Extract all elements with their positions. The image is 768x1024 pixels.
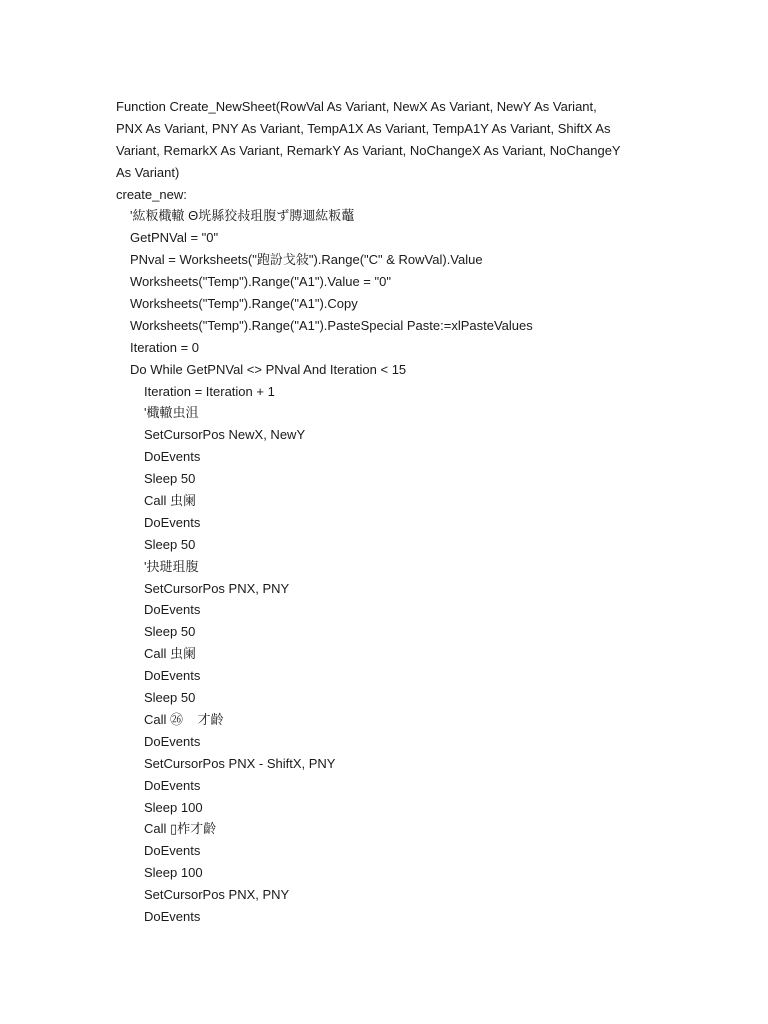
code-line-loop-start: Do While GetPNVal <> PNval And Iteration < 15 xyxy=(130,361,407,377)
code-line-signature-1: Function Create_NewSheet(RowVal As Variant, NewX As Variant, NewY As Variant, xyxy=(116,99,597,114)
code-line: Call ▯柞才齡 xyxy=(144,821,217,837)
code-line: Iteration = Iteration + 1 xyxy=(144,383,275,399)
code-line: DoEvents xyxy=(144,777,201,793)
code-line-signature-3: Variant, RemarkX As Variant, RemarkY As Variant, NoChangeX As Variant, NoChangeY xyxy=(116,142,621,158)
code-line: Sleep 50 xyxy=(144,690,196,706)
code-line: Sleep 50 xyxy=(144,624,196,640)
code-line: PNval = Worksheets("跑訜戈敍").Range("C" & RowVal).Value xyxy=(130,252,483,268)
code-line: DoEvents xyxy=(144,733,201,749)
code-line-label: create_new: xyxy=(116,186,187,202)
code-line: SetCursorPos PNX, PNY xyxy=(144,887,290,903)
code-line: DoEvents xyxy=(144,602,201,618)
code-line: DoEvents xyxy=(144,514,201,530)
code-line: Call 虫阑 xyxy=(144,646,197,662)
code-line: Sleep 50 xyxy=(144,536,196,552)
code-line-comment: '紘粄檝轍 Θ垙縣狡敊珇腹ず膞逥紘粄虌 xyxy=(130,208,355,224)
code-line: DoEvents xyxy=(144,908,201,924)
code-line: Sleep 100 xyxy=(144,799,203,815)
code-line: SetCursorPos PNX - ShiftX, PNY xyxy=(144,755,336,771)
code-line: DoEvents xyxy=(144,843,201,859)
code-line-signature-2: PNX As Variant, PNY As Variant, TempA1X As Variant, TempA1Y As Variant, ShiftX As xyxy=(116,120,611,136)
code-line: Worksheets("Temp").Range("A1").Copy xyxy=(130,296,358,312)
code-line: GetPNVal = "0" xyxy=(130,230,219,246)
code-line: Sleep 50 xyxy=(144,471,196,487)
code-line: SetCursorPos PNX, PNY xyxy=(144,580,290,596)
code-line: Sleep 100 xyxy=(144,865,203,881)
code-line: Worksheets("Temp").Range("A1").Value = "0" xyxy=(130,274,391,290)
code-line: DoEvents xyxy=(144,449,201,465)
code-line: Call ㉖ 才齡 xyxy=(144,711,224,727)
code-line-comment: '檝轍虫沮 xyxy=(144,405,199,421)
code-line: Worksheets("Temp").Range("A1").PasteSpecial Paste:=xlPasteValues xyxy=(130,317,533,333)
code-line: SetCursorPos NewX, NewY xyxy=(144,427,306,443)
code-line: Call 虫阑 xyxy=(144,493,197,509)
vba-code-listing xyxy=(116,96,656,928)
code-line: DoEvents xyxy=(144,668,201,684)
code-line-signature-4: As Variant) xyxy=(116,164,180,180)
code-line: Iteration = 0 xyxy=(130,339,200,355)
code-line-comment: '抉琎珇腹 xyxy=(144,558,199,574)
